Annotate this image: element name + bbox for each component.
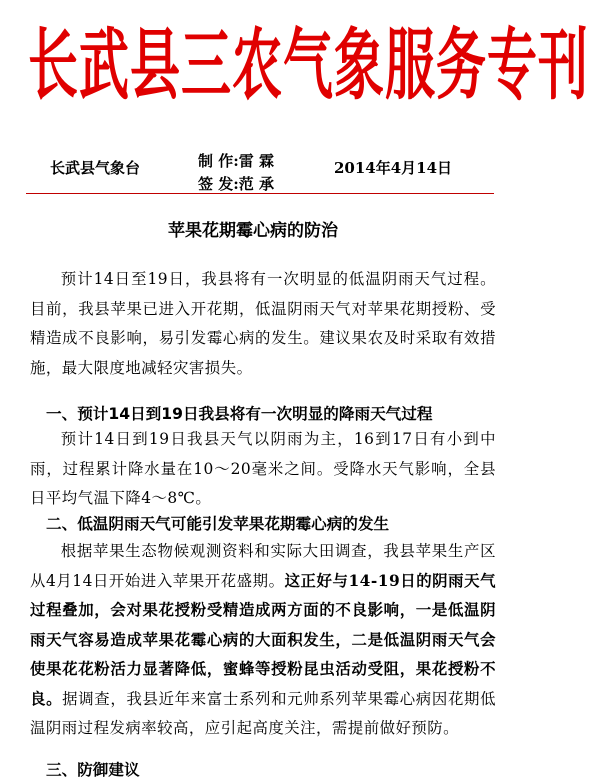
section-body-2 — [30, 537, 496, 744]
article-title: 苹果花期霉心病的防治 — [168, 221, 338, 241]
issuer-credit: 签 发:范 承 — [198, 175, 274, 193]
intro-paragraph: 预计14日至19日，我县将有一次明显的低温阴雨天气过程。目前，我县苹果已进入开花期，低温阴雨天气对苹果花期授粉、受精造成不良影响，易引发霉心病的发生。建议果农及时采取有效措施，最大限度地减轻灾害损失。 — [30, 270, 496, 377]
producer-credit: 制 作:雷 霖 — [198, 152, 274, 170]
section-heading-3: 三、防御建议 — [46, 761, 140, 779]
header-divider — [26, 193, 494, 194]
section-body-2-start: 根据苹果生态物候观测资料和实际大田调查，我县苹果生产区从4月14日开始进入苹果开花盛期。 — [30, 542, 496, 590]
section-body-1: 预计14日到19日我县天气以阴雨为主，16到17日有小到中雨，过程累计降水量在10～20毫米之间。受降水天气影响，全县日平均气温下降4～8℃。 — [30, 430, 496, 507]
masthead-title: 长武县三农气象服务专刊 — [28, 18, 589, 110]
issue-date: 2014年4月14日 — [334, 159, 453, 177]
section-heading-1: 一、预计14日到19日我县将有一次明显的降雨天气过程 — [46, 405, 433, 423]
section-heading-2: 二、低温阴雨天气可能引发苹果花期霉心病的发生 — [46, 515, 390, 533]
section-body-2-end: 据调查，我县近年来富士系列和元帅系列苹果霉心病因花期低温阴雨过程发病率较高，应引起高度关注，需提前做好预防。 — [30, 689, 496, 737]
section-body-2-emphasis: 这正好与14-19日的阴雨天气过程叠加，会对果花授粉受精造成两方面的不良影响，一是低温阴雨天气容易造成苹果花霉心病的大面积发生，二是低温阴雨天气会使果花花粉活力显著降低，蜜蜂等授粉昆虫活动受阻，果花授粉不良。 — [30, 571, 496, 708]
issuing-station: 长武县气象台 — [50, 159, 141, 177]
